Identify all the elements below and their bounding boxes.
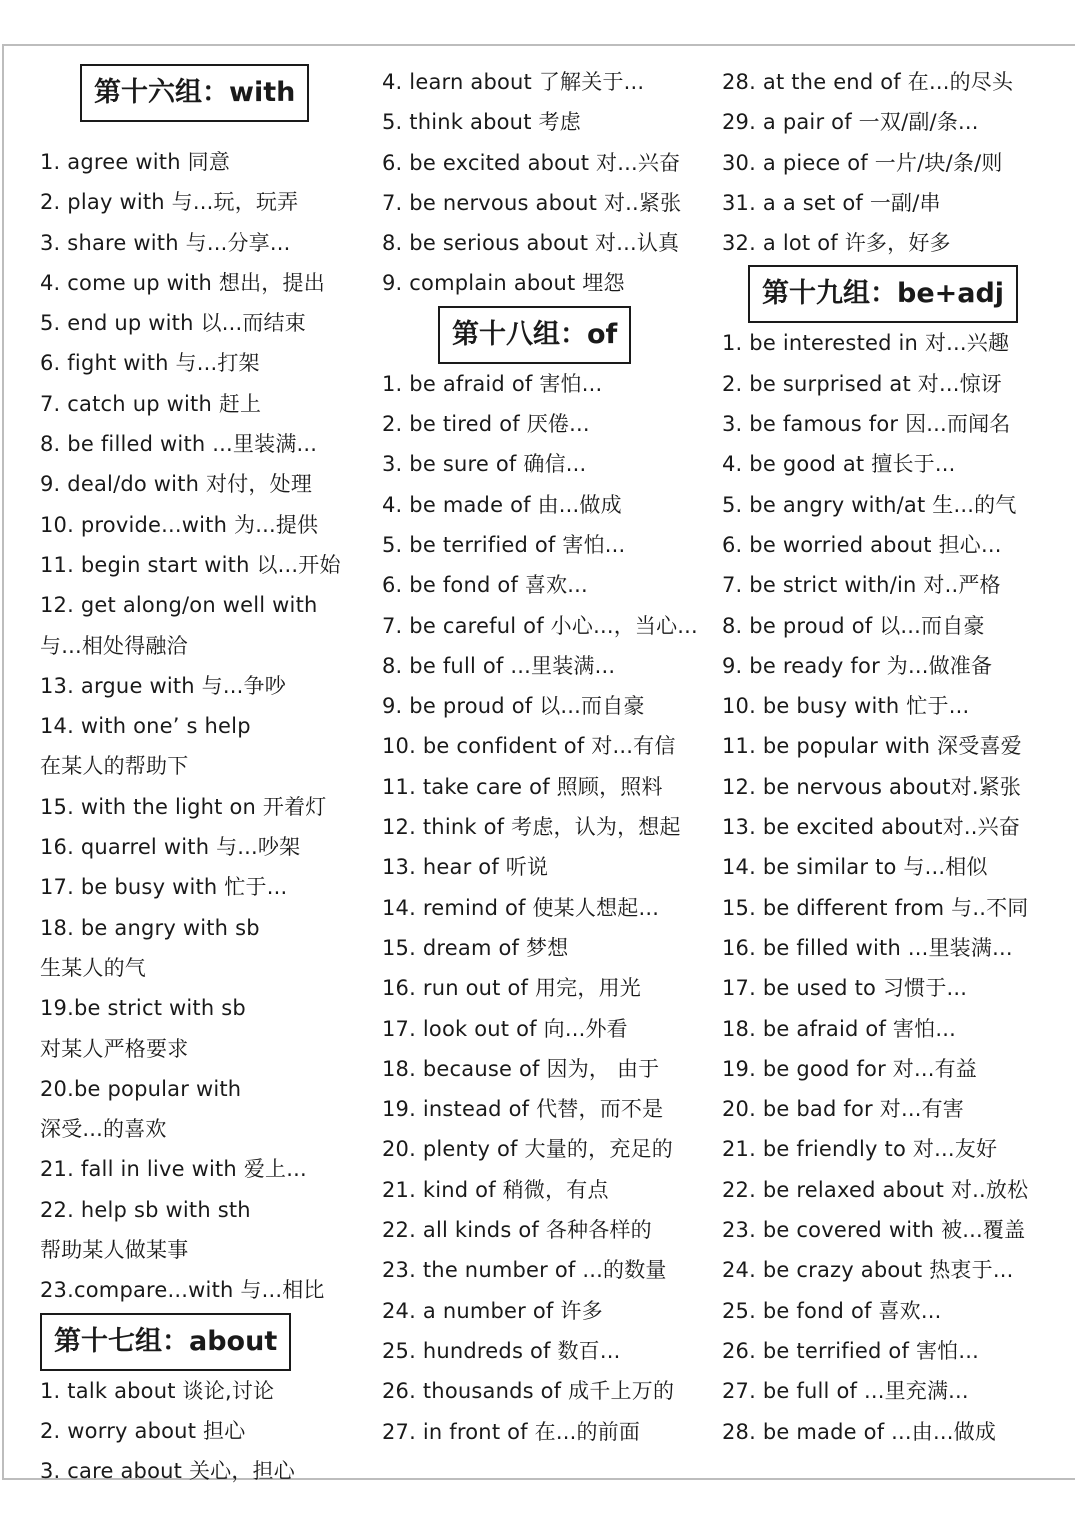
phrase-item: 生某人的气 <box>40 955 146 980</box>
phrase-item: 5. think about 考虑 <box>382 110 581 135</box>
group-header: 第十九组：be+adj <box>748 265 1018 323</box>
phrase-item: 17. look out of 向...外看 <box>382 1016 628 1041</box>
group-header: 第十六组：with <box>80 64 309 122</box>
phrase-item: 7. catch up with 赶上 <box>40 391 262 416</box>
group-header-row <box>382 304 712 364</box>
phrase-item: 20. plenty of 大量的，充足的 <box>382 1137 673 1162</box>
phrase-item: 29. a pair of 一双/副/条... <box>722 110 979 135</box>
phrase-item: 19. instead of 代替，而不是 <box>382 1097 664 1122</box>
phrase-item: 28. at the end of 在...的尽头 <box>722 70 1014 94</box>
phrase-item: 8. be proud of 以...而自豪 <box>722 613 985 638</box>
phrase-item: 19. be good for 对...有益 <box>722 1056 978 1081</box>
phrase-item: 5. be terrified of 害怕... <box>382 532 626 557</box>
phrase-item: 22. help sb with sth <box>40 1197 251 1222</box>
phrase-item: 12. get along/on well with <box>40 593 318 618</box>
phrase-item: 14. with one’ s help <box>40 714 251 739</box>
phrase-item: 28. be made of ...由...做成 <box>722 1419 997 1444</box>
column-1 <box>40 62 360 1492</box>
phrase-item: 27. be full of ...里充满... <box>722 1379 969 1404</box>
phrase-item: 13. argue with 与...争吵 <box>40 673 286 698</box>
phrase-item: 23. the number of ...的数量 <box>382 1258 667 1283</box>
phrase-item: 2. be tired of 厌倦... <box>382 412 590 437</box>
phrase-item: 8. be serious about 对...认真 <box>382 231 680 256</box>
phrase-item: 25. hundreds of 数百... <box>382 1338 621 1363</box>
phrase-item: 14. be similar to 与...相似 <box>722 855 988 880</box>
phrase-item: 25. be fond of 喜欢... <box>722 1298 942 1323</box>
phrase-item: 11. begin start with 以...开始 <box>40 552 341 577</box>
phrase-item: 10. provide...with 为...提供 <box>40 512 319 537</box>
phrase-item: 4. come up with 想出，提出 <box>40 270 325 295</box>
phrase-item: 3. be famous for 因...而闻名 <box>722 412 1011 437</box>
phrase-item: 22. be relaxed about 对..放松 <box>722 1177 1029 1202</box>
phrase-item: 5. end up with 以...而结束 <box>40 311 306 336</box>
phrase-item: 22. all kinds of 各种各样的 <box>382 1218 652 1243</box>
phrase-item: 24. be crazy about 热衷于... <box>722 1258 1014 1283</box>
phrase-item: 1. be interested in 对...兴趣 <box>722 331 1010 356</box>
phrase-item: 2. be surprised at 对...惊讶 <box>722 371 1002 396</box>
phrase-item: 13. hear of 听说 <box>382 855 549 880</box>
group-header-row <box>40 1311 360 1371</box>
phrase-item: 7. be strict with/in 对..严格 <box>722 573 1001 598</box>
phrase-item: 20. be bad for 对...有害 <box>722 1097 964 1122</box>
phrase-item: 6. be worried about 担心... <box>722 532 1002 557</box>
phrase-item: 31. a a set of 一副/串 <box>722 190 941 215</box>
phrase-item: 15. with the light on 开着灯 <box>40 794 327 819</box>
phrase-item: 32. a lot of 许多，好多 <box>722 231 951 256</box>
phrase-item: 17. be used to 习惯于... <box>722 976 968 1001</box>
phrase-item: 3. care about 关心，担心 <box>40 1459 295 1484</box>
phrase-item: 帮助某人做某事 <box>40 1238 189 1263</box>
phrase-item: 16. run out of 用完，用光 <box>382 976 641 1001</box>
phrase-item: 18. because of 因为， 由于 <box>382 1056 660 1081</box>
group-header-row <box>722 263 1052 323</box>
phrase-item: 21. be friendly to 对...友好 <box>722 1137 998 1162</box>
phrase-item: 23. be covered with 被...覆盖 <box>722 1218 1026 1243</box>
phrase-item: 26. be terrified of 害怕... <box>722 1338 979 1363</box>
phrase-item: 对某人严格要求 <box>40 1036 189 1061</box>
group-header-row <box>40 62 360 142</box>
phrase-item: 9. be proud of 以...而自豪 <box>382 694 645 719</box>
phrase-item: 9. deal/do with 对付，处理 <box>40 472 313 497</box>
phrase-item: 6. be excited about 对...兴奋 <box>382 150 681 175</box>
phrase-item: 4. be good at 擅长于... <box>722 452 956 477</box>
phrase-item: 21. fall in live with 爱上... <box>40 1157 307 1182</box>
phrase-item: 18. be afraid of 害怕... <box>722 1016 956 1041</box>
phrase-item: 18. be angry with sb <box>40 915 260 940</box>
phrase-item: 15. be different from 与..不同 <box>722 895 1029 920</box>
phrase-item: 3. be sure of 确信... <box>382 452 587 477</box>
phrase-item: 24. a number of 许多 <box>382 1298 603 1323</box>
phrase-item: 1. talk about 谈论,讨论 <box>40 1378 275 1403</box>
phrase-item: 26. thousands of 成千上万的 <box>382 1379 675 1404</box>
phrase-item: 30. a piece of 一片/块/条/则 <box>722 150 1003 175</box>
phrase-item: 23.compare...with 与...相比 <box>40 1278 325 1303</box>
phrase-item: 14. remind of 使某人想起... <box>382 895 660 920</box>
column-2 <box>382 62 712 1452</box>
phrase-item: 6. be fond of 喜欢... <box>382 573 588 598</box>
phrase-item: 7. be nervous about 对..紧张 <box>382 190 682 215</box>
phrase-item: 17. be busy with 忙于... <box>40 875 288 900</box>
phrase-item: 21. kind of 稍微，有点 <box>382 1177 609 1202</box>
phrase-item: 1. agree with 同意 <box>40 150 231 174</box>
phrase-item: 深受...的喜欢 <box>40 1117 167 1142</box>
group-header: 第十七组：about <box>40 1313 291 1371</box>
phrase-item: 2. play with 与...玩，玩弄 <box>40 190 299 215</box>
phrase-item: 8. be full of ...里装满... <box>382 653 616 678</box>
phrase-item: 11. be popular with 深受喜爱 <box>722 734 1022 759</box>
phrase-item: 13. be excited about对..兴奋 <box>722 815 1021 840</box>
phrase-item: 1. be afraid of 害怕... <box>382 371 603 396</box>
phrase-item: 16. be filled with ...里装满... <box>722 935 1013 960</box>
phrase-item: 20.be popular with <box>40 1076 242 1101</box>
phrase-item: 3. share with 与...分享... <box>40 230 291 255</box>
phrase-item: 7. be careful of 小心...，当心... <box>382 613 698 638</box>
phrase-item: 2. worry about 担心 <box>40 1418 246 1443</box>
phrase-item: 10. be confident of 对...有信 <box>382 734 676 759</box>
phrase-item: 12. think of 考虑，认为，想起 <box>382 815 681 840</box>
phrase-item: 27. in front of 在...的前面 <box>382 1419 641 1444</box>
phrase-item: 9. complain about 埋怨 <box>382 271 625 296</box>
phrase-item: 15. dream of 梦想 <box>382 935 569 960</box>
phrase-item: 在某人的帮助下 <box>40 754 189 779</box>
column-3 <box>722 62 1052 1452</box>
phrase-item: 与...相处得融洽 <box>40 633 188 658</box>
phrase-item: 16. quarrel with 与...吵架 <box>40 835 301 860</box>
phrase-item: 9. be ready for 为...做准备 <box>722 653 993 678</box>
phrase-item: 4. be made of 由...做成 <box>382 492 622 517</box>
phrase-item: 6. fight with 与...打架 <box>40 351 260 376</box>
phrase-item: 5. be angry with/at 生...的气 <box>722 492 1017 517</box>
phrase-item: 19.be strict with sb <box>40 996 246 1021</box>
phrase-item: 11. take care of 照顾，照料 <box>382 774 663 799</box>
phrase-item: 12. be nervous about对.紧张 <box>722 774 1022 799</box>
phrase-item: 10. be busy with 忙于... <box>722 694 970 719</box>
group-header: 第十八组：of <box>438 306 631 364</box>
phrase-item: 8. be filled with ...里装满... <box>40 432 318 457</box>
phrase-item: 4. learn about 了解关于... <box>382 70 645 94</box>
